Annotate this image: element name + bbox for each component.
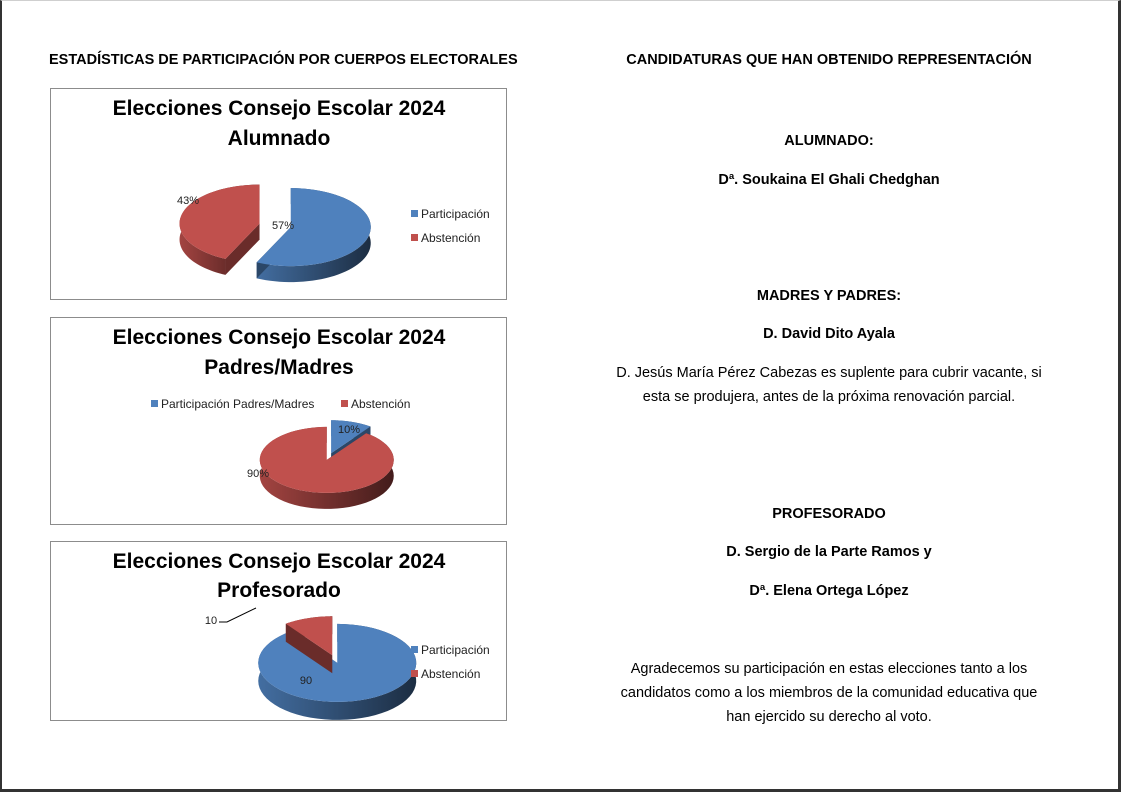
legend-swatch: [411, 234, 418, 241]
chart-subtitle: Padres/Madres: [204, 356, 354, 379]
legend-label: Participación: [421, 207, 490, 221]
data-label: 10%: [337, 424, 361, 436]
candidate-name: D. David Dito Ayala: [763, 326, 895, 342]
statistics-heading: ESTADÍSTICAS DE PARTICIPACIÓN POR CUERPOS ELECTORALES: [49, 52, 518, 68]
section-heading-madres-padres: MADRES Y PADRES:: [756, 288, 902, 304]
legend-swatch: [411, 210, 418, 217]
closing-line: Agradecemos su participación en estas elecciones tanto a los: [630, 661, 1028, 677]
chart-profesorado-svg: [51, 542, 508, 722]
candidate-name: Dª. Elena Ortega López: [749, 583, 909, 599]
legend-label: Participación: [421, 643, 490, 657]
candidates-column: [560, 0, 1098, 796]
legend-swatch: [341, 400, 348, 407]
pie-slice-blue: [257, 188, 371, 282]
legend-label: Abstención: [351, 397, 411, 411]
pie-slice-blue: [258, 624, 416, 720]
candidate-name: D. Sergio de la Parte Ramos y: [726, 544, 932, 560]
candidates-heading-text: CANDIDATURAS QUE HAN OBTENIDO REPRESENTACIÓN: [626, 52, 1032, 68]
chart-padres-madres: [50, 317, 507, 525]
chart-title: Elecciones Consejo Escolar 2024: [112, 550, 446, 573]
leader-line: [219, 608, 256, 622]
chart-title: Elecciones Consejo Escolar 2024: [112, 97, 446, 120]
data-label: 90: [299, 675, 313, 687]
chart-padres-madres-svg: [51, 318, 508, 526]
data-label: 10: [204, 615, 218, 627]
chart-subtitle: Profesorado: [217, 579, 341, 602]
pie-slice-top: [258, 624, 416, 702]
closing-line: candidatos como a los miembros de la comunidad educativa que: [620, 685, 1038, 701]
candidate-name: Dª. Soukaina El Ghali Chedghan: [718, 172, 940, 188]
data-label: 90%: [246, 468, 270, 480]
legend-label: Abstención: [421, 231, 481, 245]
chart-profesorado: [50, 541, 507, 721]
closing-line: han ejercido su derecho al voto.: [726, 709, 932, 725]
legend-swatch: [411, 646, 418, 653]
legend-swatch: [151, 400, 158, 407]
section-heading-alumnado: ALUMNADO:: [784, 133, 874, 149]
substitute-note-line: D. Jesús María Pérez Cabezas es suplente para cubrir vacante, si: [616, 365, 1042, 381]
legend-label: Abstención: [421, 667, 481, 681]
section-heading-profesorado: PROFESORADO: [772, 506, 886, 522]
substitute-note-line: esta se produjera, antes de la próxima renovación parcial.: [642, 389, 1016, 405]
data-label: 57%: [271, 220, 295, 232]
chart-alumnado-svg: [51, 89, 508, 301]
closing-paragraph: [560, 657, 1098, 729]
pie-slice-top: [260, 427, 394, 493]
chart-subtitle: Alumnado: [227, 127, 331, 150]
legend-label: Participación Padres/Madres: [161, 397, 315, 411]
legend-swatch: [411, 670, 418, 677]
substitute-note: [560, 361, 1098, 409]
pie-slice-red: [260, 427, 394, 509]
chart-alumnado: [50, 88, 507, 300]
chart-title: Elecciones Consejo Escolar 2024: [112, 326, 446, 349]
data-label: 43%: [176, 195, 200, 207]
